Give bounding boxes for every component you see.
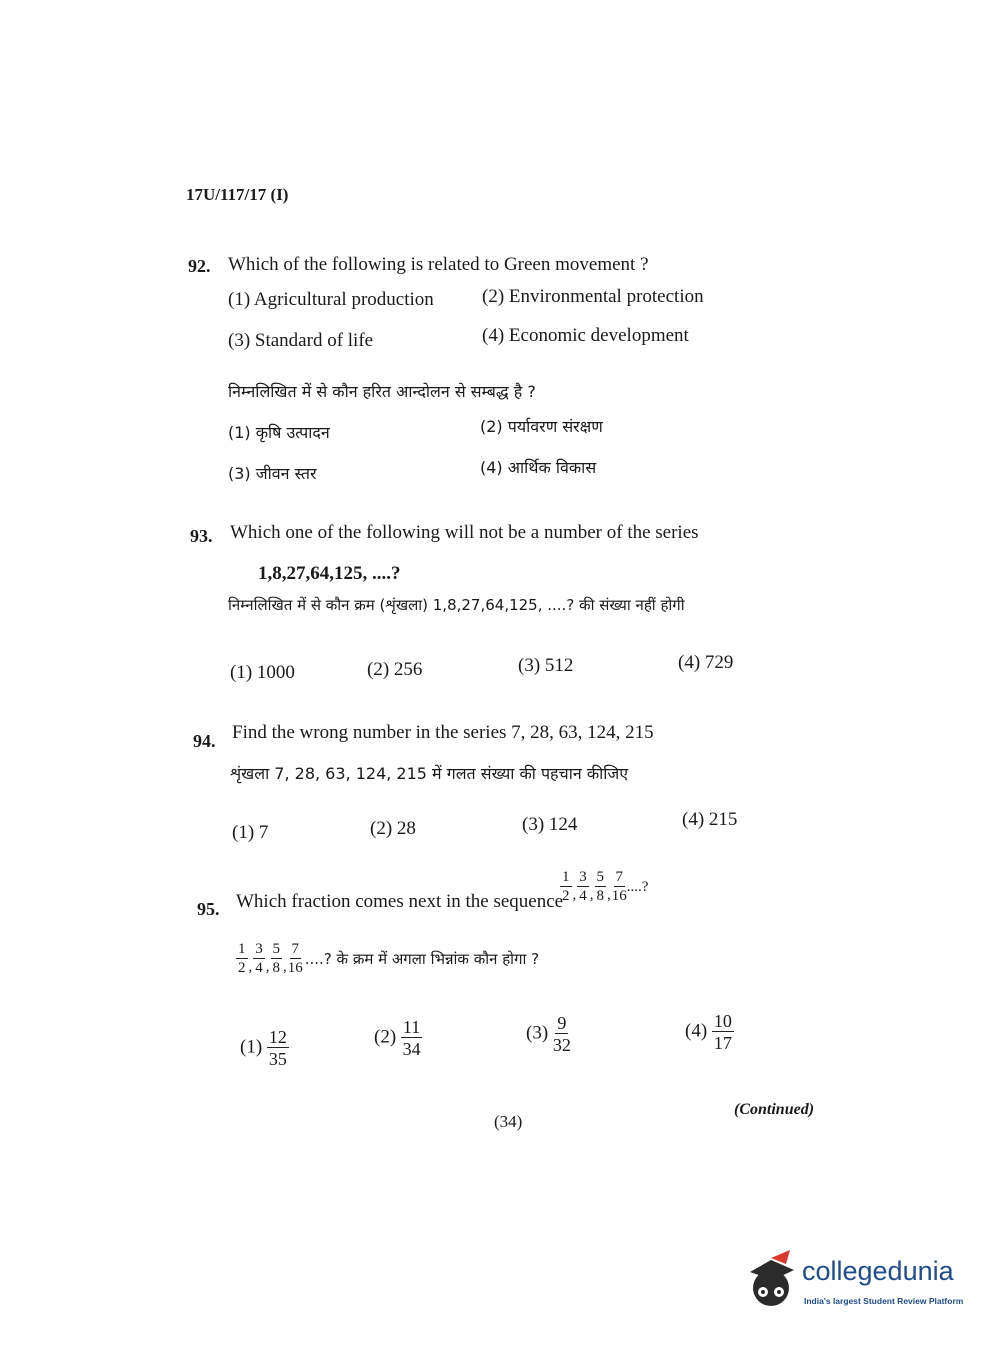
question-number: 93. [190, 526, 213, 546]
option-3: (3) 124 [522, 814, 578, 835]
option-2: (2) 256 [367, 659, 423, 680]
sequence-fraction: 5 8 [272, 941, 280, 976]
option-2: (2) 28 [370, 818, 416, 839]
option-1: (1) 1000 [230, 662, 295, 683]
paper-code: 17U/117/17 (I) [186, 185, 289, 204]
option-4: (4) $\frac{10}{17}$ [685, 1011, 732, 1053]
question-text-en: Which one of the following will not be a number of the series [230, 522, 699, 543]
question-number: 94. [193, 731, 216, 751]
option-fraction: $\frac{11}{34}$ [402, 1017, 421, 1059]
option-4: (4) 215 [682, 809, 738, 830]
option-3: (3) Standard of life [228, 330, 374, 351]
option-1: (1) 7 [232, 822, 269, 843]
option-2: (2) Environmental protection [482, 286, 704, 307]
sequence-fraction: 7 16 [611, 869, 627, 904]
sequence-fraction: 3 4 [579, 869, 587, 904]
option-4: (4) 729 [678, 652, 734, 673]
sequence-fraction: 1 2 [562, 869, 570, 904]
option-4: (4) Economic development [482, 325, 689, 346]
option-fraction: $\frac{12}{35}$ [268, 1027, 287, 1069]
mascot-icon [742, 1250, 800, 1314]
question-text-hi: निम्नलिखित में से कौन हरित आन्दोलन से सम्बद्ध है ? [228, 382, 536, 401]
option-1: (1) Agricultural production [228, 289, 434, 310]
option-2: (2) $\frac{11}{34}$ [374, 1017, 421, 1059]
question-text-hi: निम्नलिखित में से कौन क्रम (शृंखला) 1,8,27,64,125, ....? की संख्या नहीं होगी [228, 596, 685, 614]
page-number: (34) [494, 1112, 523, 1131]
logo-name: collegedunia [802, 1256, 954, 1286]
sequence-fraction: 1 2 [238, 941, 246, 976]
question-text-hi-tail: ....? के क्रम में अगला भिन्नांक कौन होगा ? [304, 950, 540, 968]
logo-tagline: India's largest Student Review Platform [804, 1296, 964, 1306]
sequence-fraction: 7 16 [287, 941, 303, 976]
option-1-hi: (1) कृषि उत्पादन [228, 423, 330, 442]
question-number: 95. [197, 899, 220, 919]
option-fraction: $\frac{10}{17}$ [713, 1011, 732, 1053]
question-text-hi: 1 2 , 3 4 , 5 8 , 7 16 ....? के क्रम में अगला भिन्नांक कौन होगा ? [238, 941, 540, 976]
option-3: (3) 512 [518, 655, 574, 676]
option-1: (1) $\frac{12}{35}$ [240, 1027, 287, 1069]
question-text-en: Which fraction comes next in the sequence [236, 891, 564, 912]
question-text-en: Find the wrong number in the series 7, 28, 63, 124, 215 [232, 722, 654, 743]
question-text-en: Which of the following is related to Green movement ? [228, 254, 649, 275]
option-fraction: $\frac{9}{32}$ [552, 1013, 571, 1055]
option-3-hi: (3) जीवन स्तर [228, 464, 317, 483]
continued-label: (Continued) [734, 1101, 815, 1118]
sequence-fraction: 5 8 [596, 869, 604, 904]
question-text-hi: शृंखला 7, 28, 63, 124, 215 में गलत संख्या की पहचान कीजिए [230, 764, 629, 783]
sequence-tail: ....? [626, 878, 649, 895]
option-3: (3) $\frac{9}{32}$ [526, 1013, 571, 1055]
option-2-hi: (2) पर्यावरण संरक्षण [480, 417, 603, 436]
series-text: 1,8,27,64,125, ....? [258, 563, 401, 584]
option-4-hi: (4) आर्थिक विकास [480, 458, 597, 477]
fraction-sequence: 1 2 , 3 4 , 5 8 , 7 16 ....? [562, 869, 649, 904]
question-number: 92. [188, 256, 211, 276]
sequence-fraction: 3 4 [255, 941, 263, 976]
collegedunia-logo [742, 1250, 972, 1316]
